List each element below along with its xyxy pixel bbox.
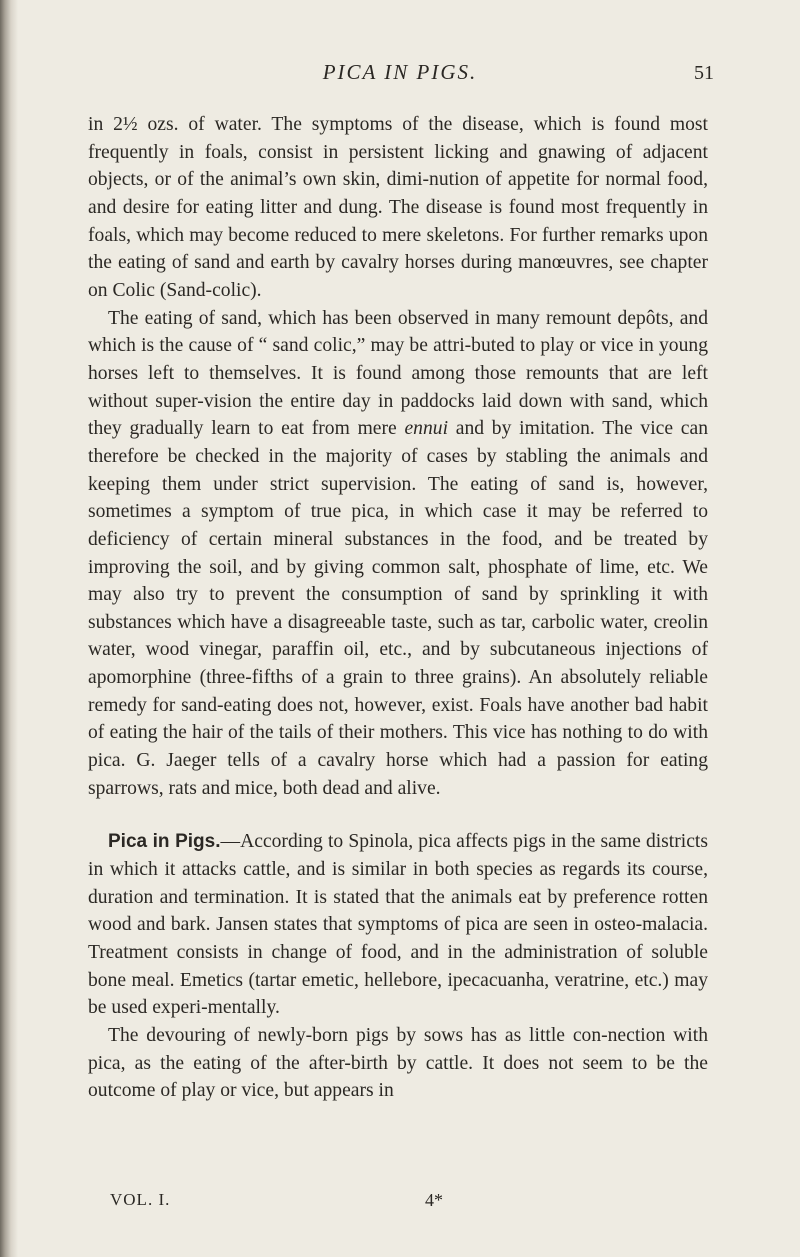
volume-label: VOL. I.: [110, 1190, 171, 1209]
italic-term: ennui: [404, 418, 449, 440]
paragraph-sand-eating: [88, 305, 708, 803]
running-head: PICA IN PIGS.: [322, 60, 478, 84]
section-heading: Pica in Pigs.: [108, 831, 221, 853]
page-binding-shadow: [0, 0, 18, 1257]
paragraph-text: and by imitation. The vice can therefore be checked in the majority of cases by stabling the animals and keeping them under strict supervision. The eating of sand is, however, sometimes a symptom of true pica, in which case it may be referred to deficiency of certain mineral substances in the food, and be treated by improving the soil, and by giving common salt, phosphate of lime, etc. We may also try to prevent the consumption of sand by sprinkling it with substances which have a disagreeable taste, such as tar, carbolic water, creolin water, wood vinegar, paraffin oil, etc., and by subcutaneous injections of apomorphine (three-fifths of a grain to three grains). An absolutely reliable remedy for sand-eating does not, however, exist. Foals have another bad habit of eating the hair of the tails of their mothers. This vice has nothing to do with pica. G. Jaeger tells of a cavalry horse which had a passion for eating sparrows, rats and mice, both dead and alive.: [88, 418, 708, 799]
page-footer: [110, 1190, 650, 1216]
page-header: [0, 60, 800, 90]
page-number: 51: [694, 62, 714, 84]
paragraph-continuation: in 2½ ozs. of water. The symptoms of the disease, which is found most frequently in foals, consist in persistent licking and gnawing of adjacent objects, or of the animal’s own skin, dimi-nution of appetite for normal food, and desire for eating litter and dung. The disease is found most frequently in foals, which may become reduced to mere skeletons. For further remarks upon the eating of sand and earth by cavalry horses during manœuvres, see chapter on Colic (Sand-colic).: [88, 114, 708, 301]
signature-mark: 4*: [425, 1190, 443, 1210]
paragraph-pica-in-pigs: [88, 828, 708, 1022]
paragraph-text: —According to Spinola, pica affects pigs in the same districts in which it attacks cattle, and is similar in both species as regards its course, duration and termination. It is stated that the animals eat by preference rotten wood and bark. Jansen states that symptoms of pica are seen in osteo-malacia. Treatment consists in change of food, and in the administration of soluble bone meal. Emetics (tartar emetic, hellebore, ipecacuanha, veratrine, etc.) may be used experi-mentally.: [88, 831, 708, 1019]
body-text: [88, 111, 708, 1105]
paragraph-devouring: The devouring of newly-born pigs by sows has as little con-nection with pica, as the eating of the after-birth by cattle. It does not seem to be the outcome of play or vice, but appears in: [88, 1025, 708, 1102]
paragraph-text: The eating of sand, which has been observed in many remount depôts, and which is the cause of “ sand colic,” may be attri-buted to play or vice in young horses left to themselves. It is found among those remounts that are left without super-vision the entire day in paddocks laid down with sand, which they gradually learn to eat from mere: [88, 307, 708, 440]
